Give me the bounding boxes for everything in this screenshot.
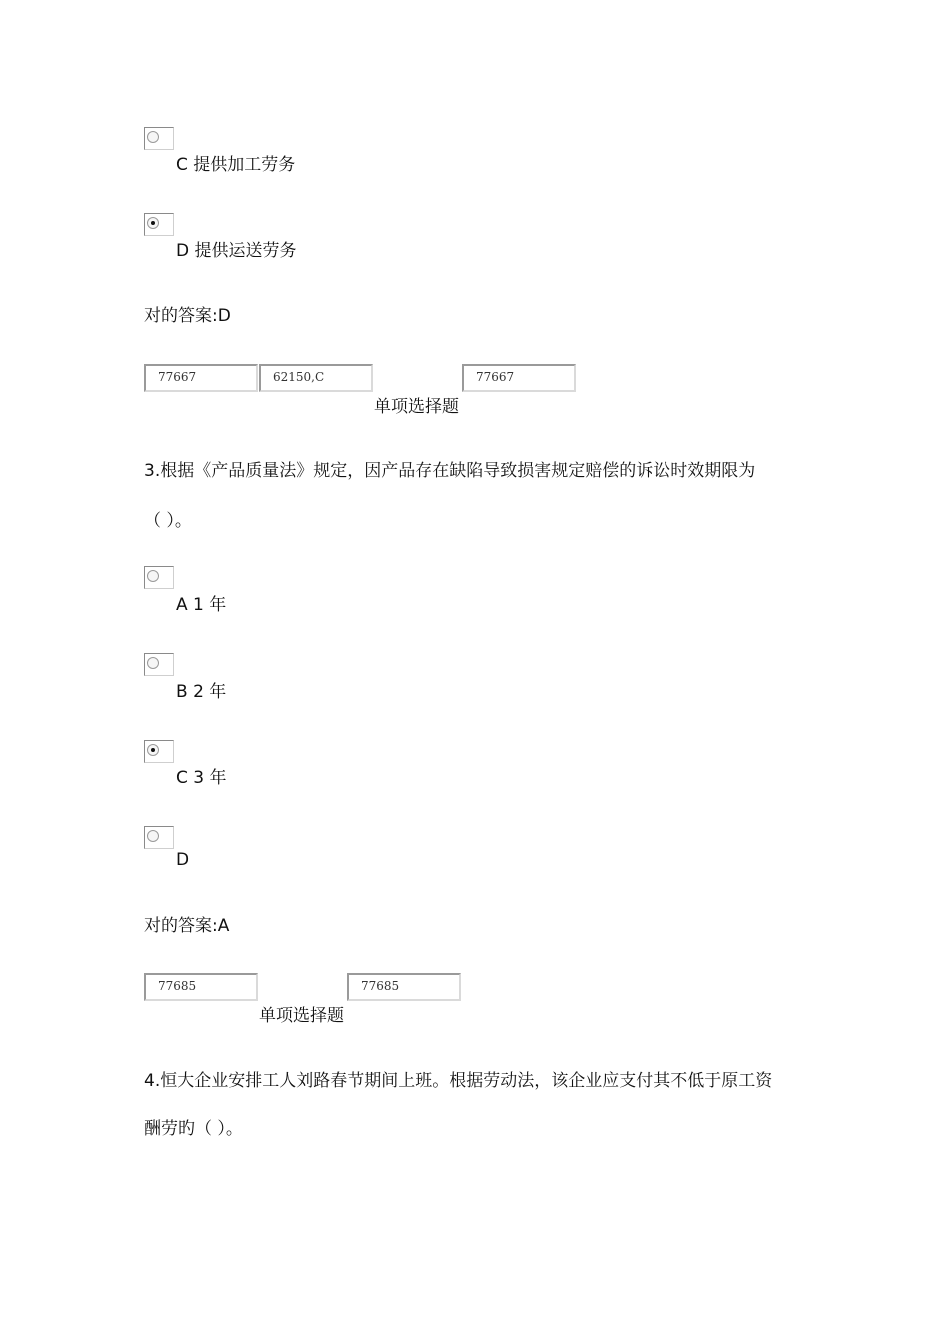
option-d-radio[interactable] — [144, 826, 174, 849]
option-d-label: D — [176, 850, 190, 870]
option-b-label: B 2 年 — [176, 682, 227, 702]
option-c-label: C 3 年 — [176, 768, 227, 788]
question-text: 3.根据《产品质量法》规定，因产品存在缺陷导致损害规定赔偿的诉讼时效期限为 — [144, 461, 756, 481]
question-type-label: 单项选择题 — [374, 397, 459, 417]
question-text: 酬劳旳（ ）。 — [144, 1119, 243, 1139]
option-d-radio[interactable] — [144, 213, 174, 236]
option-c-radio[interactable] — [144, 740, 174, 763]
hidden-field[interactable]: 77667 — [462, 364, 576, 392]
hidden-field[interactable]: 77685 — [347, 973, 461, 1001]
option-c-label: C 提供加工劳务 — [176, 155, 296, 175]
radio-selected-icon — [147, 217, 159, 229]
option-b-radio[interactable] — [144, 653, 174, 676]
radio-dot-icon — [151, 748, 155, 752]
radio-selected-icon — [147, 744, 159, 756]
radio-circle-icon — [147, 131, 159, 143]
correct-answer: 对的答案:D — [144, 306, 231, 326]
option-a-label: A 1 年 — [176, 595, 227, 615]
question-text: 4.恒大企业安排工人刘路春节期间上班。根据劳动法，该企业应支付其不低于原工资 — [144, 1071, 773, 1091]
question-text: （ ）。 — [144, 511, 192, 531]
option-a-radio[interactable] — [144, 566, 174, 589]
radio-circle-icon — [147, 570, 159, 582]
hidden-field[interactable]: 77667 — [144, 364, 258, 392]
option-d-label: D 提供运送劳务 — [176, 241, 297, 261]
correct-answer: 对的答案:A — [144, 916, 230, 936]
hidden-field[interactable]: 77685 — [144, 973, 258, 1001]
radio-circle-icon — [147, 830, 159, 842]
question-type-label: 单项选择题 — [259, 1006, 344, 1026]
option-c-radio[interactable] — [144, 127, 174, 150]
radio-circle-icon — [147, 657, 159, 669]
hidden-field[interactable]: 62150,C — [259, 364, 373, 392]
radio-dot-icon — [151, 221, 155, 225]
